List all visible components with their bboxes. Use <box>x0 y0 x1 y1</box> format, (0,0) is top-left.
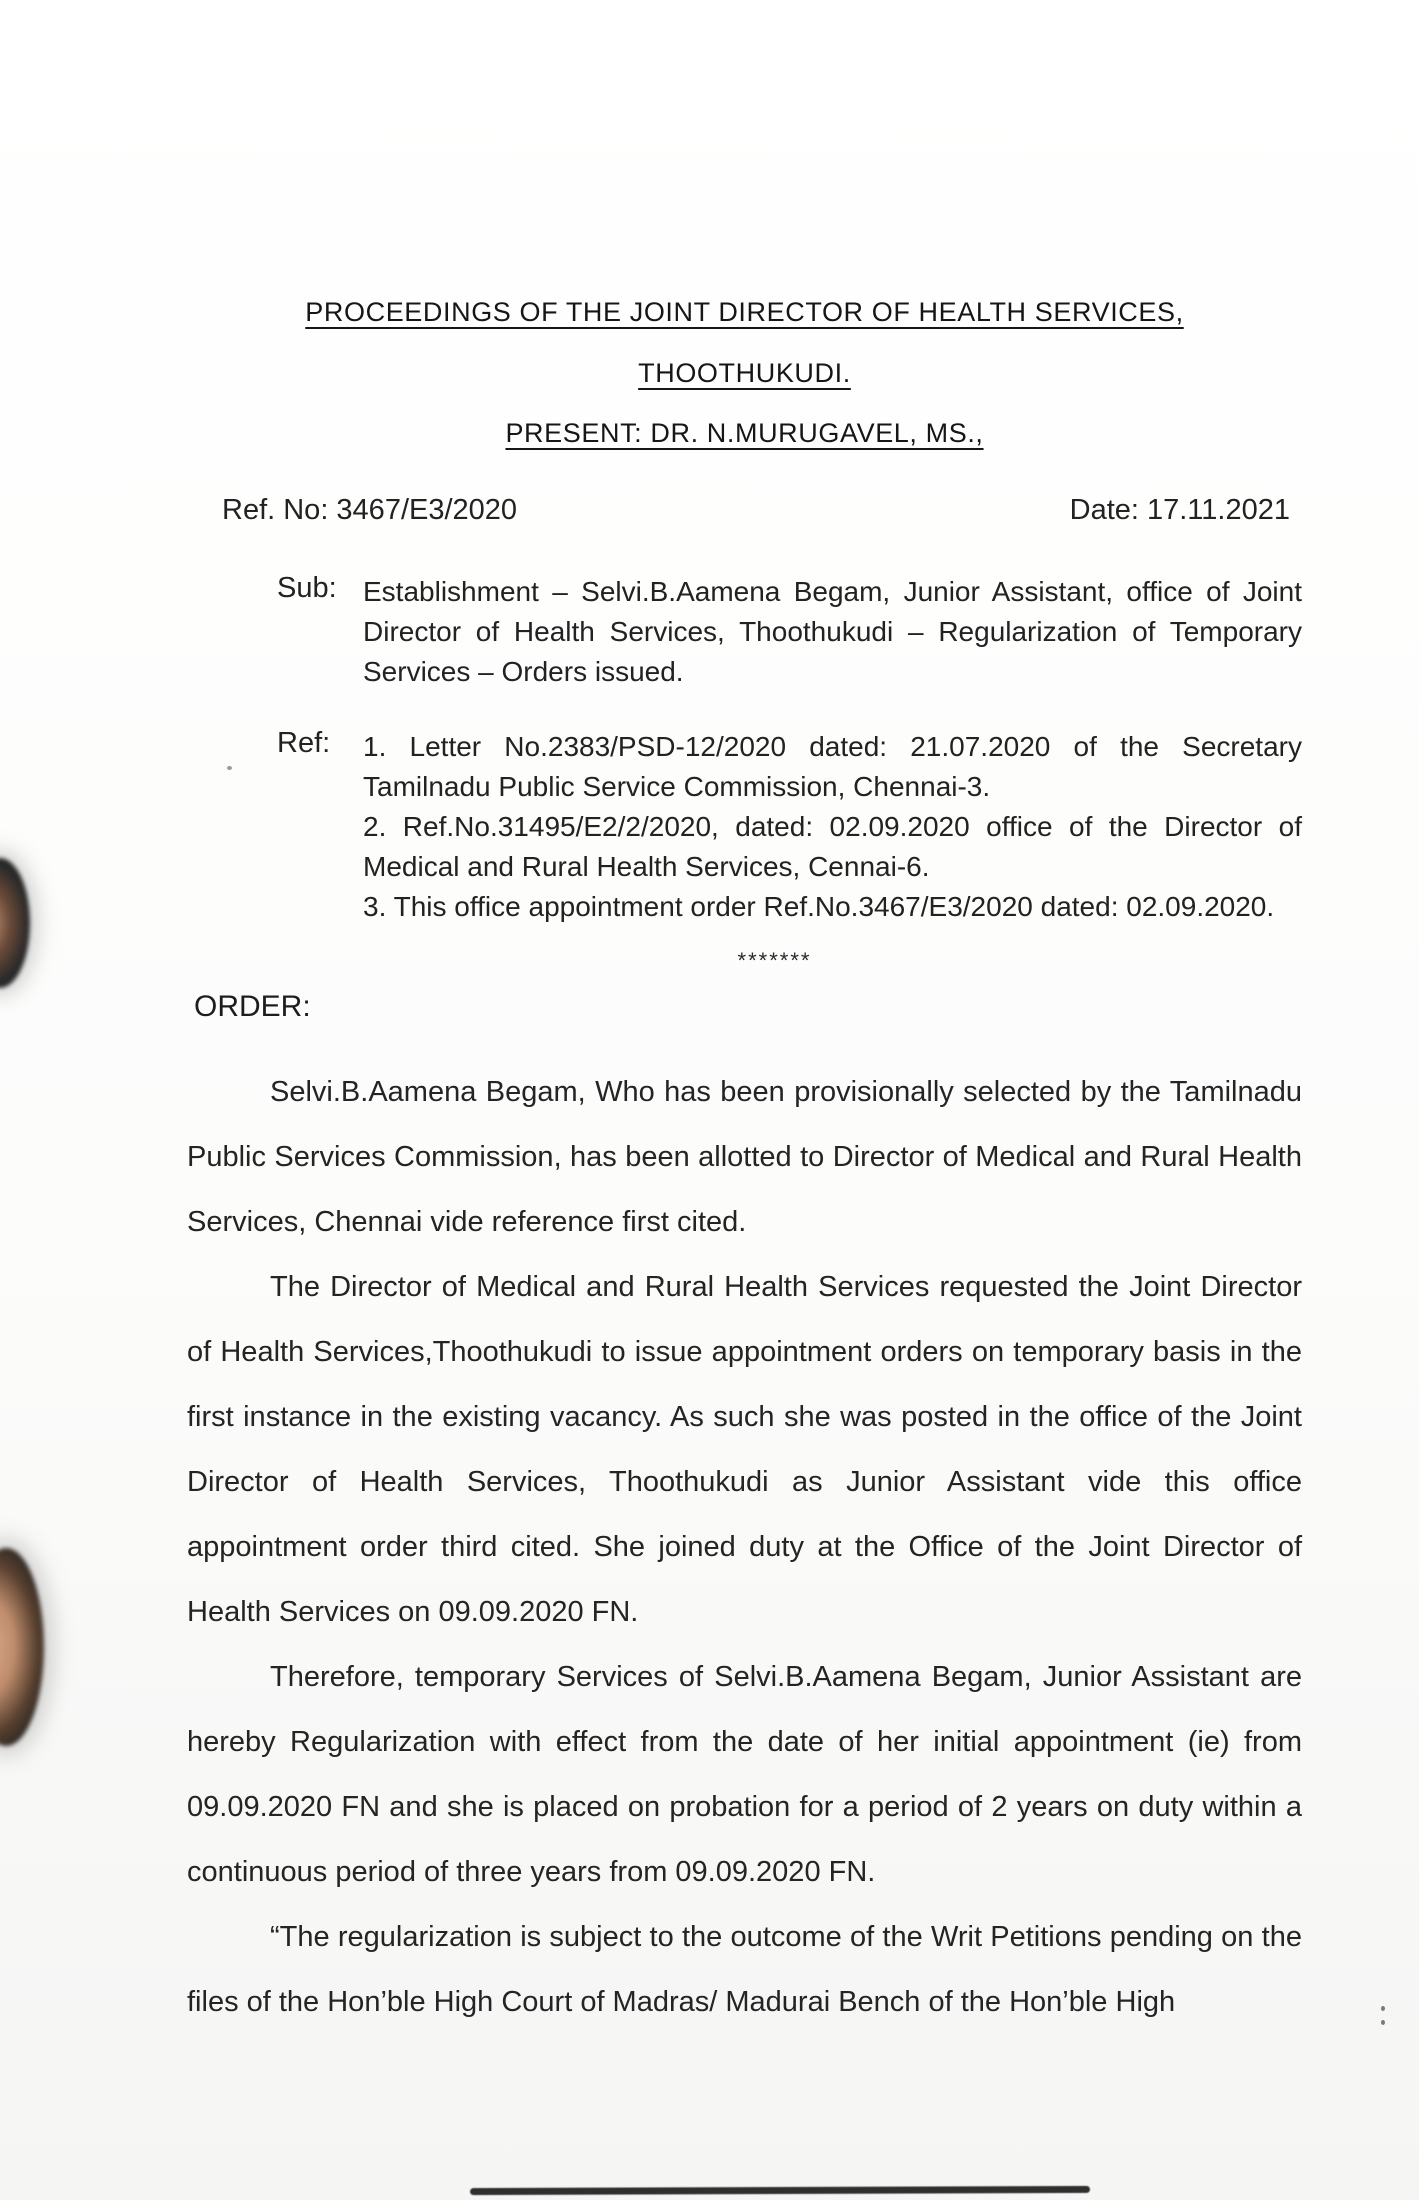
document-title-line1: PROCEEDINGS OF THE JOINT DIRECTOR OF HEALTH SERVICES, <box>305 297 1184 327</box>
document-title-line2: THOOTHUKUDI. <box>638 358 851 388</box>
order-heading: ORDER: <box>194 990 311 1023</box>
reference-label: Ref: <box>277 727 331 759</box>
reference-list <box>363 727 1302 927</box>
scan-edge-line <box>470 2186 1090 2195</box>
subject-label: Sub: <box>277 572 337 604</box>
paragraph-3: Therefore, temporary Services of Selvi.B.Aamena Begam, Junior Assistant are hereby Regularization with effect from the date of her initial appointment (ie) from 09.09.2020 FN and she is placed on probation for a period of 2 years on duty within a continuous period of three years from 09.09.2020 FN. <box>187 1661 1302 1888</box>
scan-speck <box>1381 2006 1385 2011</box>
finger-artifact-top <box>0 858 30 988</box>
ref-date-row <box>222 494 1290 527</box>
paragraph-1: Selvi.B.Aamena Begam, Who has been provisionally selected by the Tamilnadu Public Services Commission, has been allotted to Director of Medical and Rural Health Services, Chennai vide reference first cited. <box>187 1076 1302 1238</box>
present-line: PRESENT: DR. N.MURUGAVEL, MS., <box>505 418 984 448</box>
reference-item-2: 2. Ref.No.31495/E2/2/2020, dated: 02.09.2020 office of the Director of Medical and Rural Health Services, Cennai-6. <box>363 811 1302 882</box>
scan-speck <box>227 766 232 770</box>
paragraph-2: The Director of Medical and Rural Health Services requested the Joint Director of Health Services,Thoothukudi to issue appointment orders on temporary basis in the first instance in the existing vacancy. As such she was posted in the office of the Joint Director of Health Services, Thoothukudi as Junior Assistant vide this office appointment order third cited. She joined duty at the Office of the Joint Director of Health Services on 09.09.2020 FN. <box>187 1271 1302 1628</box>
finger-artifact-bottom <box>0 1548 44 1746</box>
scan-speck <box>1381 2020 1385 2025</box>
document-date: Date: 17.11.2021 <box>1069 494 1290 526</box>
separator-stars: ******* <box>737 948 812 973</box>
document-body <box>187 1060 1302 2035</box>
reference-item-1: 1. Letter No.2383/PSD-12/2020 dated: 21.07.2020 of the Secretary Tamilnadu Public Service Commission, Chennai-3. <box>363 731 1302 802</box>
reference-item-3: 3. This office appointment order Ref.No.3467/E3/2020 dated: 02.09.2020. <box>363 891 1275 922</box>
ref-number: Ref. No: 3467/E3/2020 <box>222 494 518 526</box>
subject-text: Establishment – Selvi.B.Aamena Begam, Junior Assistant, office of Joint Director of Health Services, Thoothukudi – Regularization of Temporary Services – Orders issued. <box>363 576 1302 687</box>
paragraph-4: “The regularization is subject to the outcome of the Writ Petitions pending on the files of the Hon’ble High Court of Madras/ Madurai Bench of the Hon’ble High <box>187 1921 1302 2018</box>
